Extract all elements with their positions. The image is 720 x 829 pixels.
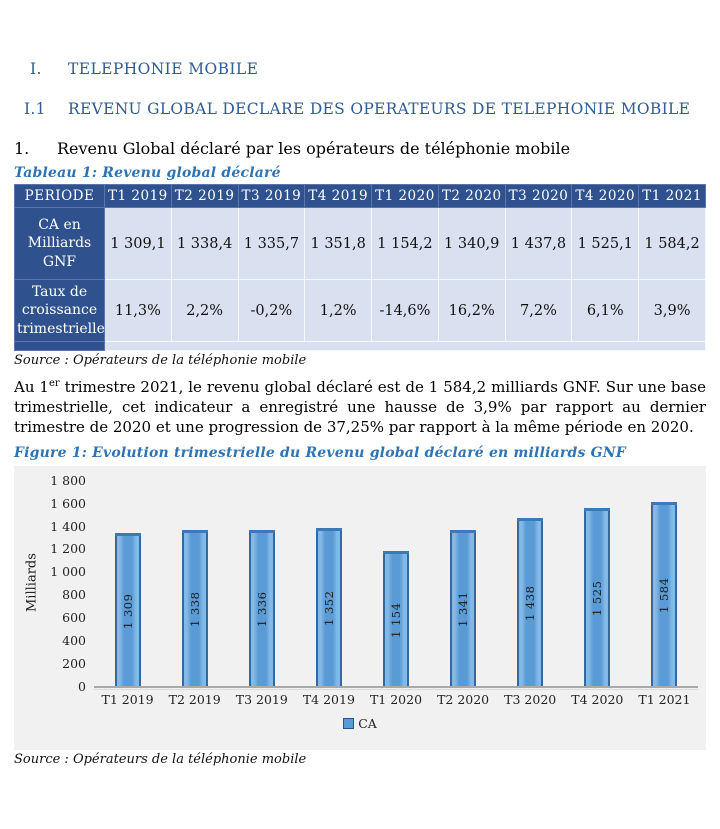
paragraph-text: Au 1 bbox=[14, 378, 49, 396]
bar-t2-2020 bbox=[450, 530, 476, 686]
y-tick-label: 800 bbox=[62, 587, 86, 603]
subsection-heading bbox=[24, 100, 720, 118]
subsection-title: REVENU GLOBAL DECLARE DES OPERATEURS DE TELEPHONIE MOBILE bbox=[68, 100, 691, 118]
table-header-cell: T4 2019 bbox=[305, 185, 372, 208]
bar-value-label: 1 341 bbox=[456, 591, 471, 628]
table-header-cell: T4 2020 bbox=[572, 185, 639, 208]
table-header-cell: T3 2019 bbox=[238, 185, 305, 208]
bar-value-label: 1 352 bbox=[321, 590, 336, 627]
y-tick-label: 0 bbox=[78, 678, 86, 694]
y-tick-label: 1 000 bbox=[50, 564, 86, 580]
y-tick-label: 200 bbox=[62, 655, 86, 671]
revenue-table bbox=[14, 184, 706, 351]
table-header-cell: PERIODE bbox=[15, 185, 105, 208]
table-cell: 3,9% bbox=[639, 280, 706, 342]
y-axis-ticks bbox=[42, 472, 94, 694]
table-cell: 7,2% bbox=[505, 280, 572, 342]
table-header-cell: T2 2020 bbox=[438, 185, 505, 208]
bar-t1-2020 bbox=[383, 551, 409, 686]
bar-t1-2021 bbox=[651, 502, 677, 686]
table-header-cell: T1 2019 bbox=[105, 185, 172, 208]
bar-t3-2019 bbox=[249, 530, 275, 686]
figure-source: Source : Opérateurs de la téléphonie mobile bbox=[14, 751, 307, 767]
bar-value-label: 1 309 bbox=[120, 593, 135, 629]
table-source: Source : Opérateurs de la téléphonie mobile bbox=[14, 353, 307, 368]
plot-area bbox=[94, 480, 698, 688]
table-cell: 1 154,2 bbox=[372, 208, 439, 280]
superscript-er: er bbox=[48, 378, 60, 389]
bar-value-label: 1 584 bbox=[657, 577, 672, 614]
section-number: I. bbox=[30, 60, 42, 78]
y-tick-label: 1 800 bbox=[50, 472, 86, 488]
legend-swatch-ca bbox=[343, 718, 354, 729]
table-header-cell: T1 2021 bbox=[639, 185, 706, 208]
y-tick-label: 1 200 bbox=[50, 541, 86, 557]
bar-value-label: 1 438 bbox=[523, 585, 538, 622]
table-header-row bbox=[15, 185, 706, 208]
y-tick-label: 1 400 bbox=[50, 518, 86, 534]
y-tick-label: 600 bbox=[62, 610, 86, 626]
table-cell: 1 309,1 bbox=[105, 208, 172, 280]
table-header-cell: T2 2019 bbox=[171, 185, 238, 208]
x-tick-label: T1 2019 bbox=[101, 691, 154, 707]
x-tick-label: T1 2020 bbox=[369, 691, 423, 707]
x-tick-label: T2 2020 bbox=[437, 691, 490, 707]
table-cell: 1 351,8 bbox=[305, 208, 372, 280]
bar-t1-2019 bbox=[115, 533, 141, 686]
x-tick-label: T4 2020 bbox=[571, 691, 624, 707]
subsection-number: I.1 bbox=[24, 100, 46, 118]
table-cell: 1 340,9 bbox=[438, 208, 505, 280]
table-cell: 1 584,2 bbox=[639, 208, 706, 280]
section-heading bbox=[30, 60, 720, 78]
table-cell: 16,2% bbox=[438, 280, 505, 342]
body-paragraph bbox=[14, 377, 706, 438]
table-body bbox=[15, 208, 706, 342]
list-item-title: Revenu Global déclaré par les opérateurs de téléphonie mobile bbox=[57, 139, 571, 158]
y-axis-title: Milliards bbox=[24, 553, 40, 613]
list-item-number: 1. bbox=[14, 139, 30, 158]
bar-value-label: 1 525 bbox=[590, 580, 605, 617]
table-pad-row bbox=[15, 342, 706, 351]
bar-value-label: 1 336 bbox=[254, 591, 269, 628]
table-cell: 1,2% bbox=[305, 280, 372, 342]
chart-legend bbox=[22, 716, 698, 731]
table-row-label: Taux de croissance trimestrielle bbox=[15, 280, 105, 342]
table-cell: -14,6% bbox=[372, 280, 439, 342]
bar-value-label: 1 154 bbox=[388, 602, 403, 638]
table-cell: 1 335,7 bbox=[238, 208, 305, 280]
table-cell: 6,1% bbox=[572, 280, 639, 342]
table-cell: 11,3% bbox=[105, 280, 172, 342]
paragraph-text-continued: trimestre 2021, le revenu global déclaré est de 1 584,2 milliards GNF. Sur une base trimestrielle, cet indicateur a enregistré une hausse de 3,9% par rapport au dernier trimestre de 2020 et une progression de 37,25% par rapport à la même période en 2020. bbox=[14, 378, 706, 436]
table-row-label: CA en Milliards GNF bbox=[15, 208, 105, 280]
legend-label: CA bbox=[358, 715, 377, 731]
table-header-cell: T3 2020 bbox=[505, 185, 572, 208]
list-item-heading bbox=[14, 139, 720, 158]
bar-t2-2019 bbox=[182, 530, 208, 686]
section-title: TELEPHONIE MOBILE bbox=[68, 60, 259, 78]
bar-t3-2020 bbox=[517, 518, 543, 686]
table-caption: Tableau 1: Revenu global déclaré bbox=[14, 165, 281, 181]
table-header-cell: T1 2020 bbox=[372, 185, 439, 208]
table-cell: 1 525,1 bbox=[572, 208, 639, 280]
table-cell: 1 338,4 bbox=[171, 208, 238, 280]
table-row bbox=[15, 208, 706, 280]
x-tick-label: T3 2019 bbox=[235, 691, 288, 707]
bar-t4-2020 bbox=[584, 508, 610, 686]
y-tick-label: 400 bbox=[62, 633, 86, 649]
chart-plot-wrap bbox=[22, 472, 698, 694]
table-row bbox=[15, 280, 706, 342]
figure-caption: Figure 1: Evolution trimestrielle du Revenu global déclaré en milliards GNF bbox=[14, 444, 626, 461]
table-cell: -0,2% bbox=[238, 280, 305, 342]
x-tick-label: T2 2019 bbox=[168, 691, 221, 707]
x-tick-label: T1 2021 bbox=[638, 691, 691, 707]
bar-value-label: 1 338 bbox=[187, 591, 202, 628]
table-pad-value-cell bbox=[105, 342, 706, 351]
x-tick-label: T4 2019 bbox=[302, 691, 355, 707]
table-cell: 2,2% bbox=[171, 280, 238, 342]
table-cell: 1 437,8 bbox=[505, 208, 572, 280]
revenue-bar-chart bbox=[14, 466, 706, 750]
y-tick-label: 1 600 bbox=[50, 495, 86, 511]
bar-t4-2019 bbox=[316, 528, 342, 686]
table-pad-label-cell bbox=[15, 342, 105, 351]
x-tick-label: T3 2020 bbox=[504, 691, 557, 707]
